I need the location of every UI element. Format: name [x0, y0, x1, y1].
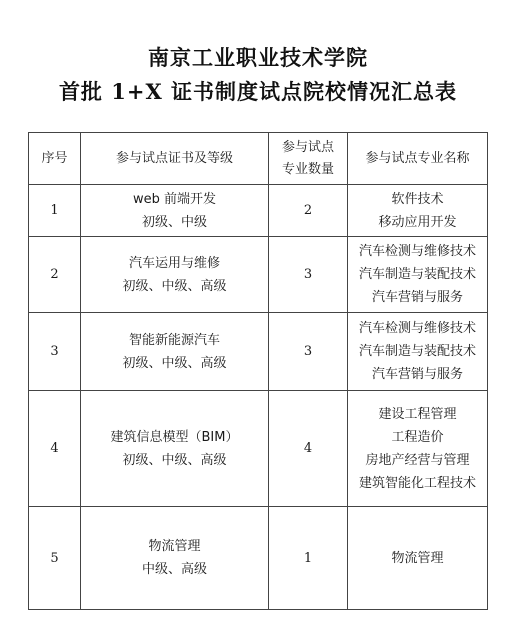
major-name: 建设工程管理: [378, 406, 457, 422]
header-certificate: 参与试点证书及等级: [81, 133, 269, 185]
major-name: 汽车营销与服务: [371, 290, 463, 305]
header-count: [269, 133, 348, 185]
table-header-row: [29, 133, 488, 185]
row-certificate: [81, 507, 269, 610]
row-count: 4: [269, 391, 348, 507]
major-name: 建筑智能化工程技术: [358, 475, 476, 491]
table-row: [29, 237, 488, 313]
certificate-name: 建筑信息模型（BIM）: [110, 429, 239, 445]
document-title-line1: 南京工业职业技术学院: [148, 45, 368, 70]
row-index: 5: [29, 507, 81, 610]
certificate-levels: 初级、中级、高级: [122, 355, 227, 371]
row-count: 1: [269, 507, 348, 610]
certificate-levels: 中级、高级: [141, 562, 207, 577]
major-name: 软件技术: [391, 191, 444, 207]
row-certificate: [81, 185, 269, 237]
row-count: 3: [269, 313, 348, 391]
row-index: 3: [29, 313, 81, 391]
major-name: 汽车营销与服务: [371, 367, 463, 382]
major-name: 汽车检测与维修技术: [358, 321, 476, 336]
row-certificate: [81, 391, 269, 507]
major-name: 汽车检测与维修技术: [358, 244, 476, 259]
row-index: 1: [29, 185, 81, 237]
row-certificate: [81, 313, 269, 391]
header-count-line2: 专业数量: [281, 161, 334, 177]
row-count: 3: [269, 237, 348, 313]
certificate-levels: 初级、中级、高级: [122, 452, 227, 468]
header-majors: 参与试点专业名称: [348, 133, 488, 185]
row-certificate: [81, 237, 269, 313]
row-majors: [348, 507, 488, 610]
certificate-name: 智能新能源汽车: [128, 332, 220, 348]
row-majors: [348, 391, 488, 507]
table-row: [29, 391, 488, 507]
major-name: 汽车制造与装配技术: [358, 344, 476, 359]
major-name: 房地产经营与管理: [365, 452, 470, 468]
table-row: [29, 507, 488, 610]
row-majors: [348, 185, 488, 237]
row-majors: [348, 237, 488, 313]
certificate-name: web 前端开发: [132, 191, 216, 207]
row-majors: [348, 313, 488, 391]
table-row: [29, 313, 488, 391]
certificate-levels: 初级、中级: [141, 214, 207, 230]
table-row: [29, 185, 488, 237]
header-count-line1: 参与试点: [281, 139, 334, 155]
major-name: 工程造价: [391, 429, 444, 445]
certificate-name: 汽车运用与维修: [128, 255, 220, 271]
summary-table: [28, 132, 488, 610]
certificate-name: 物流管理: [148, 539, 201, 554]
row-count: 2: [269, 185, 348, 237]
row-index: 2: [29, 237, 81, 313]
major-name: 物流管理: [391, 550, 444, 566]
major-name: 汽车制造与装配技术: [358, 267, 476, 282]
major-name: 移动应用开发: [378, 214, 457, 230]
document-title-line2: 首批 1+X 证书制度试点院校情况汇总表: [58, 79, 458, 104]
certificate-levels: 初级、中级、高级: [122, 278, 227, 294]
header-index: 序号: [29, 133, 81, 185]
row-index: 4: [29, 391, 81, 507]
